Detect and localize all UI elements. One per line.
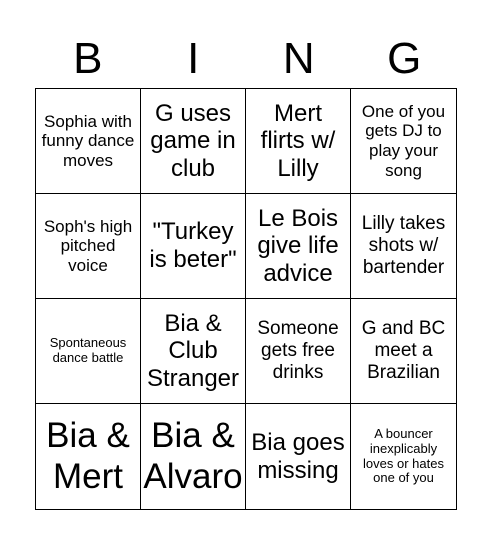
bingo-square[interactable]: Spontaneous dance battle [36,299,141,404]
bingo-square[interactable]: "Turkey is beter" [141,194,246,299]
bingo-square[interactable]: Lilly takes shots w/ bartender [351,194,456,299]
bingo-card-grid [35,88,457,510]
bingo-square[interactable]: Bia & Mert [36,404,141,509]
bingo-square[interactable]: A bouncer inexplicably loves or hates one of you [363,425,444,486]
bingo-square[interactable]: Bia & Club Stranger [141,299,246,404]
bingo-square[interactable]: Bia goes missing [246,404,351,509]
bingo-header [35,30,457,88]
bingo-square[interactable]: Bia & Alvaro [141,404,246,509]
bingo-square[interactable]: One of you gets DJ to play your song [351,89,456,194]
bingo-square[interactable]: G and BC meet a Brazilian [351,299,456,404]
bingo-square[interactable]: Soph's high pitched voice [36,194,141,299]
header-letter-b: B [73,34,103,83]
header-letter-g: G [387,34,422,83]
bingo-square[interactable]: G uses game in club [141,89,246,194]
header-letter-i: I [187,34,200,83]
bingo-square[interactable]: Sophia with funny dance moves [36,89,141,194]
bingo-square[interactable]: Le Bois give life advice [246,194,351,299]
bingo-square[interactable]: Someone gets free drinks [246,299,351,404]
bingo-square[interactable]: Mert flirts w/ Lilly [246,89,351,194]
header-letter-n: N [282,34,315,83]
